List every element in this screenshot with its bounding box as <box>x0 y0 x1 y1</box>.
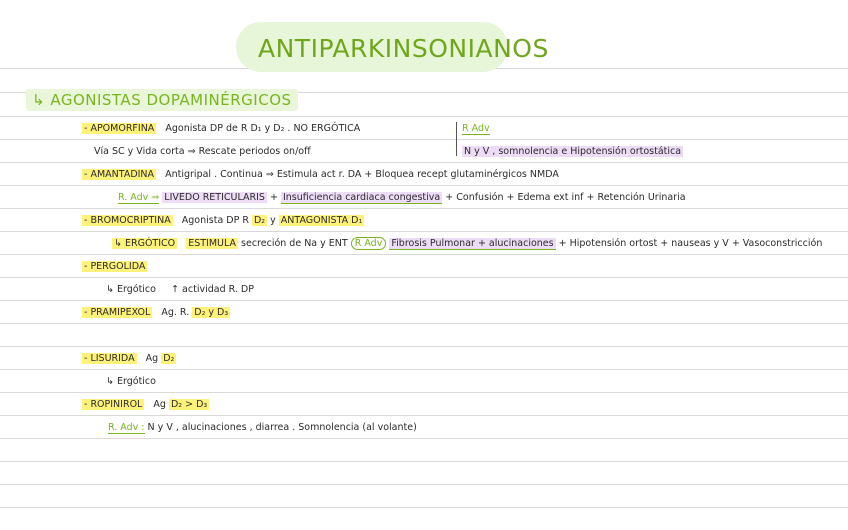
fibrosis-text: Fibrosis Pulmonar + alucinaciones <box>391 238 554 249</box>
ergotico-label: ↳ ERGÓTICO <box>114 238 176 249</box>
amantadina-line <box>82 169 559 180</box>
ergotico-label: ↳ Ergótico <box>106 284 156 295</box>
lisurida-detail-line <box>106 376 156 387</box>
rule-line <box>0 162 848 163</box>
livedo-text: LIVEDO RETICULARIS <box>164 192 265 203</box>
drug-desc: ↑ actividad R. DP <box>171 284 254 295</box>
rule-line <box>0 231 848 232</box>
plus-sign: + <box>269 192 278 203</box>
drug-desc: Agonista DP de R D₁ y D₂ . NO ERGÓTICA <box>165 123 361 134</box>
radv-label: R. Adv : <box>108 422 145 433</box>
desc-mid: y <box>270 215 276 226</box>
rule-line <box>0 185 848 186</box>
apomorfina-radv-text <box>462 146 683 157</box>
bromocriptina-detail-line <box>112 238 822 249</box>
rule-line <box>0 438 848 439</box>
drug-name: - AMANTADINA <box>84 169 155 180</box>
insuf-text: Insuficiencia cardiaca congestiva <box>282 192 441 203</box>
rule-line <box>0 369 848 370</box>
estimula-text: ESTIMULA <box>188 238 236 249</box>
ropinirol-radv-line <box>108 422 417 433</box>
drug-name: - BROMOCRIPTINA <box>84 215 171 226</box>
section-heading <box>26 91 298 109</box>
rule-line <box>0 277 848 278</box>
radv-rest: + Hipotensión ortost + nauseas y V + Vasoconstricción <box>558 238 823 249</box>
page-title: ANTIPARKINSONIANOS <box>258 34 549 63</box>
amantadina-radv-line <box>118 192 686 203</box>
drug-desc: Ag. R. <box>161 307 190 318</box>
drug-name: - ROPINIROL <box>84 399 143 410</box>
receptor-d2d3: D₂ > D₃ <box>170 399 208 410</box>
antagonista-text: ANTAGONISTA D₁ <box>280 215 363 226</box>
rule-line <box>0 323 848 324</box>
ropinirol-line <box>82 399 209 410</box>
lisurida-line <box>82 353 176 364</box>
pergolida-detail-line <box>106 284 254 295</box>
rule-line <box>0 392 848 393</box>
rule-line <box>0 300 848 301</box>
section-heading-text: ↳ AGONISTAS DOPAMINÉRGICOS <box>26 89 298 111</box>
rule-line <box>0 208 848 209</box>
rule-line <box>0 461 848 462</box>
drug-name: - PRAMIPEXOL <box>84 307 151 318</box>
rule-line <box>0 139 848 140</box>
drug-name: - LISURIDA <box>84 353 135 364</box>
drug-name: - APOMORFINA <box>84 123 155 134</box>
rule-line <box>0 346 848 347</box>
drug-name: - PERGOLIDA <box>84 261 146 272</box>
radv-text: N y V , somnolencia e Hipotensión ortostática <box>464 146 682 157</box>
ergotico-label: ↳ Ergótico <box>106 376 156 387</box>
radv-label: R. Adv ⇒ <box>118 192 160 203</box>
apomorfina-radv-label: R Adv <box>462 123 490 134</box>
pramipexol-line <box>82 307 230 318</box>
radv-circle: R Adv <box>351 237 387 250</box>
receptor-d2d3: D₂ y D₃ <box>194 307 229 318</box>
rule-line <box>0 254 848 255</box>
bracket-line <box>456 122 457 156</box>
rule-line <box>0 415 848 416</box>
radv-text: N y V , alucinaciones , diarrea . Somnolencia (al volante) <box>147 422 417 433</box>
radv-rest: + Confusión + Edema ext inf + Retención Urinaria <box>445 192 686 203</box>
drug-desc: Agonista DP R <box>181 215 249 226</box>
drug-desc: Ag <box>153 399 166 410</box>
drug-desc: Ag <box>145 353 159 364</box>
apomorfina-via: Vía SC y Vida corta ⇒ Rescate periodos on/off <box>94 146 311 157</box>
secrecion-text: secreción de Na y ENT <box>241 238 348 249</box>
receptor-d2: D₂ <box>163 353 175 364</box>
rule-line <box>0 484 848 485</box>
rule-line <box>0 116 848 117</box>
drug-desc: Antigripal . Continua ⇒ Estimula act r. DA + Bloquea recept glutaminérgicos NMDA <box>165 169 559 180</box>
receptor-d2: D₂ <box>253 215 266 226</box>
pergolida-line <box>82 261 147 272</box>
apomorfina-line <box>82 123 360 134</box>
bromocriptina-line <box>82 215 364 226</box>
rule-line <box>0 507 848 508</box>
